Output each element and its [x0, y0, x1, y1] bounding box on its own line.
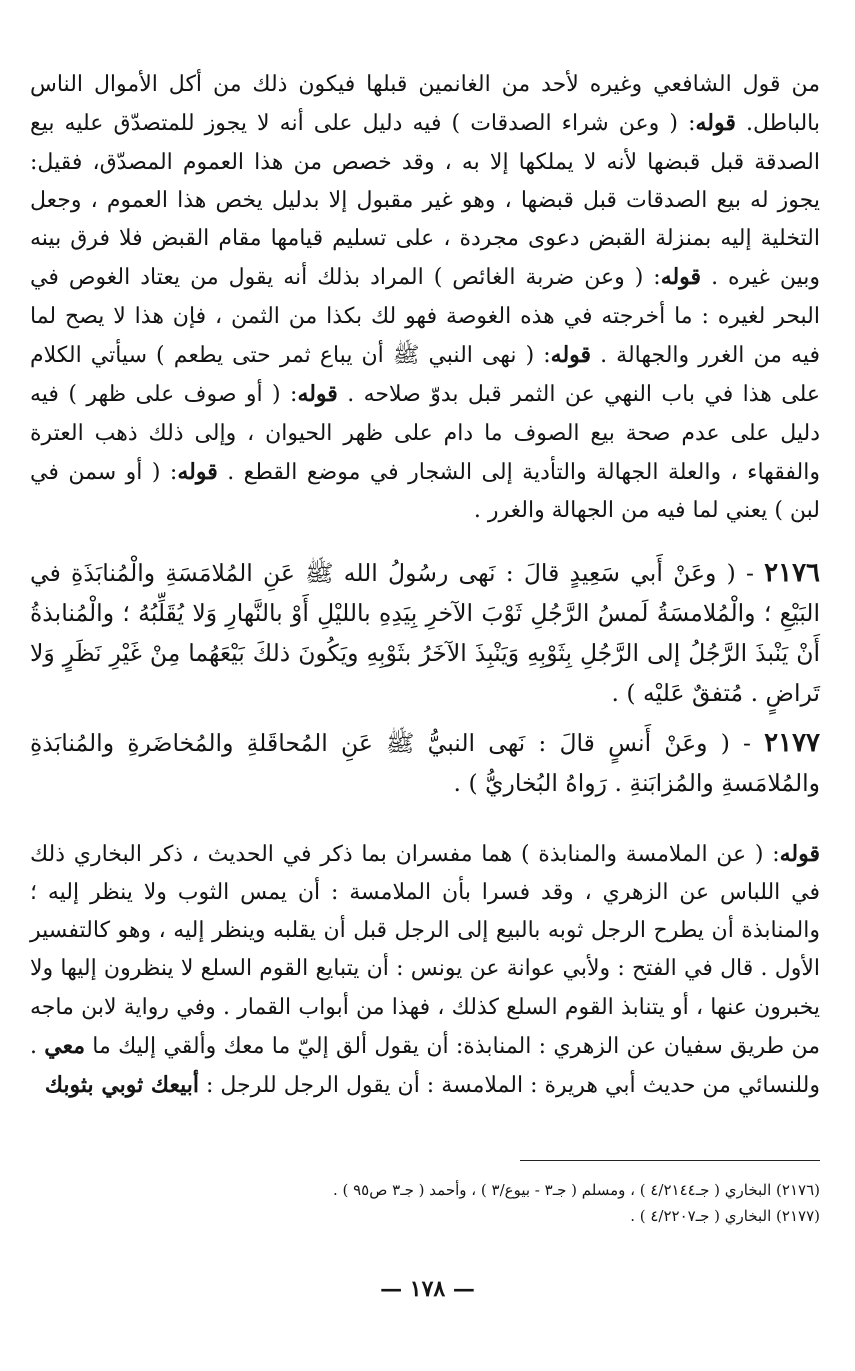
hadith-text: - ( وعَنْ أَبي سَعِيدٍ قالَ : نَهى رسُولُ الله ﷺ عَنِ المُلامَسَةِ والْمُنابَذَةِ في البَيْعِ ؛ والْمُلامسَةُ لَمسُ الرَّجُلِ ثَوْبَ الآخرِ بِيَدِهِ بالليْلِ أَوْ بالنَّهارِ وَلا يُقَلِّبُهُ ؛ والْمُنابذةُ أَنْ يَنْبذَ الرَّجُلُ إلى الرَّجُلِ بِثَوْبِهِ وَيَنْبِذَ الآخَرُ بثَوْبِهِ ويَكُونَ ذلكَ بَيْعَهُما مِنْ غَيْرِ نَظَرٍ وَلا تَراضٍ . مُتفقٌ عَليْه ) .	[30, 558, 820, 707]
commentary-text: : ( أو سمن في لبن ) يعني لما فيه من الجهالة والغرر .	[30, 459, 820, 524]
qawluhu-keyword: قوله	[177, 458, 218, 485]
hadith-2177	[30, 723, 820, 803]
commentary-text: : ( عن الملامسة والمنابذة ) هما مفسران بما ذكر في الحديث ، ذكر البخاري ذلك في اللباس عن الزهري ، وقد فسرا بأن الملامسة : أن يمس الثوب ولا ينظر إليه ؛ والمنابذة أن يطرح الرجل ثوبه بالبيع إلى الرجل قبل أن يقلبه وينظر إليه ، وهو كالتفسير الأول . قال في الفتح : ولأبي عوانة عن يونس : أن يتبايع القوم السلع لا ينظرون إليها ولا يخبرون عنها ، أو يتنابذ القوم السلع كذلك ، فهذا من أبواب القمار . وفي رواية لابن ماجه من طريق سفيان عن الزهري : المنابذة: أن يقول ألق إليّ ما معك وألقي إليك ما	[30, 841, 820, 1060]
commentary-text: من قول الشافعي وغيره لأحد من الغانمين قبلها فيكون ذلك من أكل الأموال الناس بالباطل.	[30, 72, 821, 137]
commentary-text: : ( وعن ضربة الغائص ) المراد بذلك أنه يقول من يعتاد الغوص في البحر لغيره : ما أخرجته في هذه الغوصة فهو لك بكذا من الثمن ، فإن هذا لا يصح لما فيه من الغرر والجهالة .	[30, 265, 820, 369]
footnote-2177: (٢١٧٧) البخاري ( جـ٤/٢٢٠٧ ) .	[630, 1207, 820, 1225]
hadith-number: ٢١٧٦	[764, 557, 820, 588]
footnote-divider	[520, 1160, 820, 1161]
page-body	[30, 66, 820, 1106]
hadith-text: - ( وعَنْ أَنسٍ قالَ : نَهى النبيُّ ﷺ عَنِ المُحاقَلةِ والمُخاضَرةِ والمُنابَذةِ والمُلامَسةِ والمُزابَنةِ . رَواهُ البُخاريُّ ) .	[30, 728, 820, 797]
footnote-2176: (٢١٧٦) البخاري ( جـ٤/٢١٤٤ ) ، ومسلم ( جـ٣ - بيوع/٣ ) ، وأحمد ( جـ٣ ص٩٥ ) .	[332, 1181, 820, 1199]
commentary-text: : ( نهى النبي ﷺ أن يباع ثمر حتى يطعم ) سيأتي الكلام على هذا في باب النهي عن الثمر قبل بدوّ صلاحه .	[30, 343, 821, 408]
qawluhu-keyword: قوله	[695, 110, 736, 137]
commentary-paragraph-2	[30, 835, 820, 1106]
commentary-text: : ( وعن شراء الصدقات ) فيه دليل على أنه لا يجوز للمتصدّق عليه بيع الصدقة قبل قبضها لأنه لا يملكها إلا به ، وقد خصص من هذا العموم المصدّق، فقيل: يجوز له بيع الصدقات قبل قبضها ، وهو غير مقبول إلا بدليل يخص هذا العموم ، وجعل التخلية إليه بمنزلة القبض دعوى مجردة ، على تسليم قيامها مقام القبض فلا فرق بينه وبين غيره .	[30, 111, 820, 291]
qawluhu-keyword: قوله	[550, 342, 592, 369]
qawluhu-keyword: قوله	[297, 381, 338, 408]
commentary-bold-text: أبيعك ثوبي بثوبك	[44, 1072, 199, 1099]
hadith-number: ٢١٧٧	[764, 727, 820, 758]
qawluhu-keyword: قوله	[660, 264, 702, 291]
commentary-text: . وللنسائي من حديث أبي هريرة : الملامسة : أن يقول الرجل للرجل :	[30, 1034, 820, 1099]
hadith-2176	[30, 553, 820, 713]
qawluhu-keyword: قوله	[779, 840, 820, 867]
commentary-paragraph-1	[30, 66, 820, 531]
page-number: — ١٧٨ —	[380, 1276, 475, 1302]
footnotes	[30, 1160, 820, 1229]
commentary-bold-text: معي	[44, 1033, 86, 1060]
commentary-text: : ( أو صوف على ظهر ) فيه دليل على عدم صحة بيع الصوف ما دام على ظهر الحيوان ، وإلى ذلك ذهب العترة والفقهاء ، والعلة الجهالة والتأدية إلى الشجار في موضع القطع .	[30, 382, 820, 485]
